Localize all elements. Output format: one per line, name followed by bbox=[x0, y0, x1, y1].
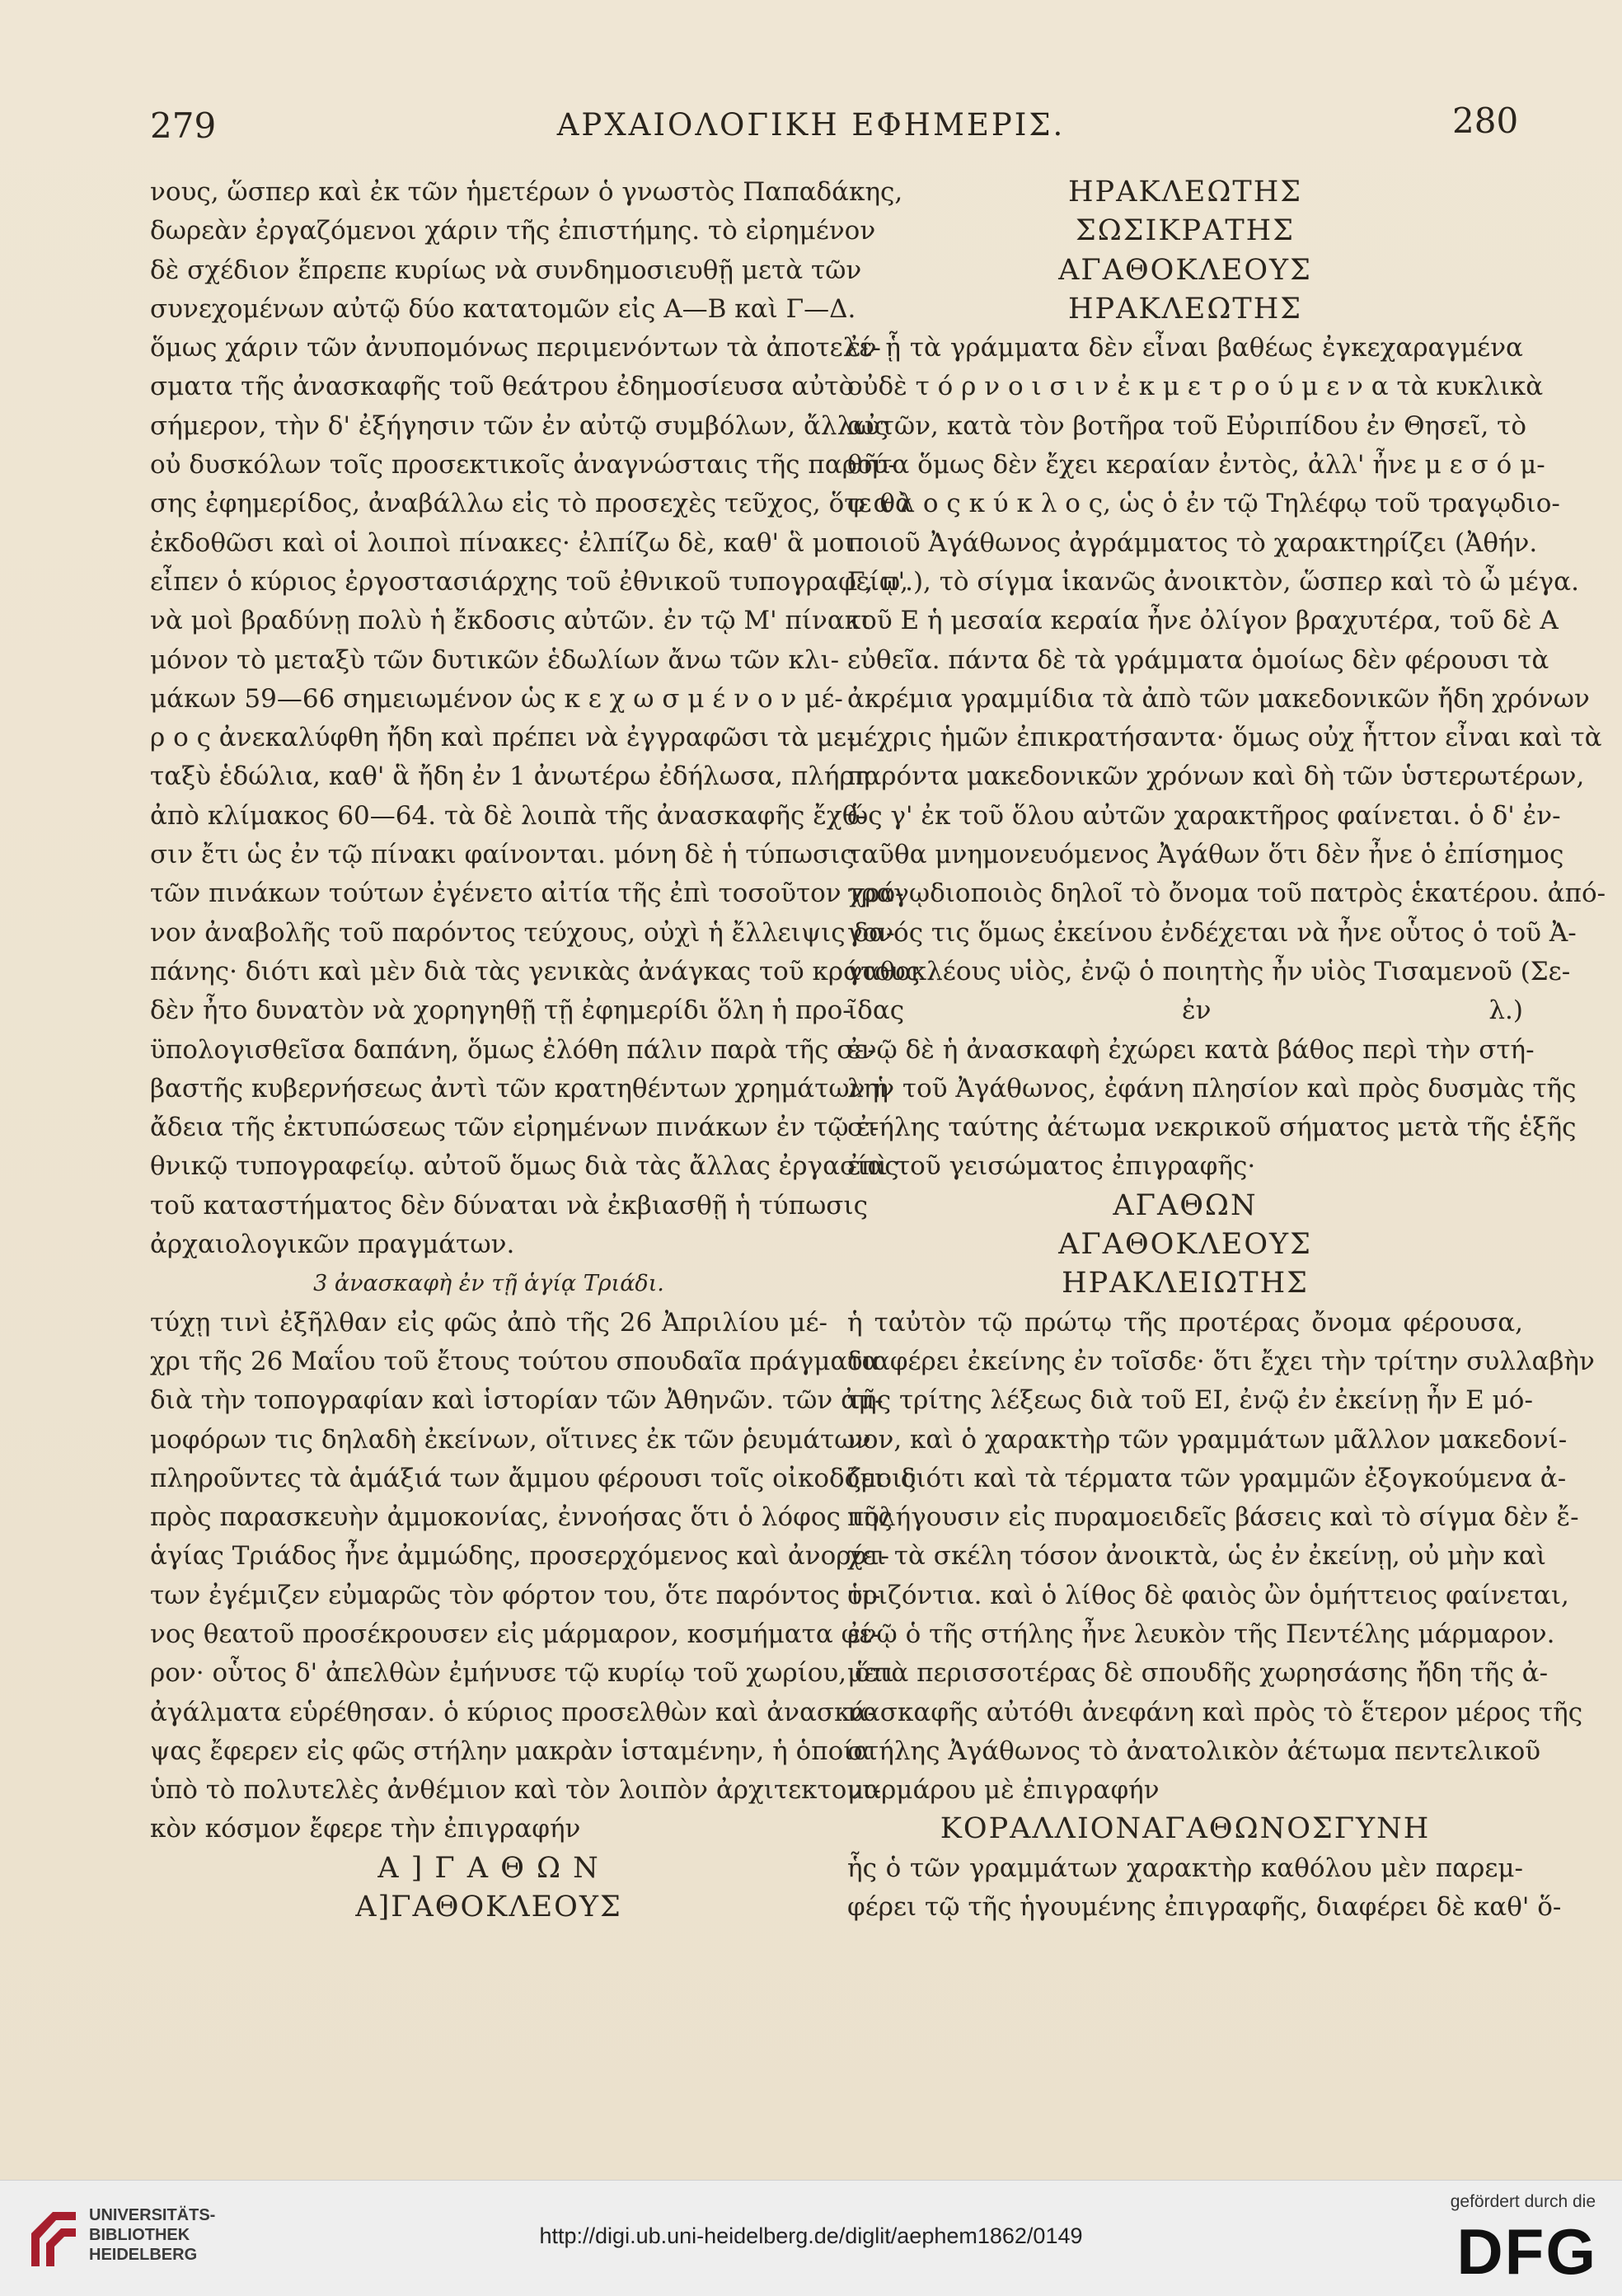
inscription-line: ΑΓΑΘΩΝ bbox=[1113, 1188, 1258, 1222]
text-line: οὐδὲ τ ό ρ ν ο ι σ ι ν ἐ κ μ ε τ ρ ο ύ μ ε ν α τὰ κυκλικὰ bbox=[847, 372, 1544, 402]
text-line: ἁγίας Τριάδος ἦνε ἀμμώδης, προσερχόμενος καὶ ἀνορύτ- bbox=[150, 1541, 889, 1572]
text-line: νος θεατοῦ προσέκρουσεν εἰς μάρμαρον, κοσμήματα φέ- bbox=[150, 1619, 881, 1649]
inscription-herakleotes bbox=[847, 173, 1523, 329]
inscription-line: Α]ΓΑΘΟΚΛΕΟΥΣ bbox=[355, 1891, 622, 1924]
inscription-line: Α ] Γ Α Θ Ω Ν bbox=[377, 1851, 600, 1885]
text-line: αὐτῶν, κατὰ τὸν βοτῆρα τοῦ Εὐριπίδου ἐν Θησεῖ, τὸ bbox=[847, 410, 1526, 441]
text-line: στήλης Ἀγάθωνος τὸ ἀνατολικὸν ἀέτωμα πεντελικοῦ bbox=[847, 1736, 1541, 1766]
text-line: στήλης ταύτης ἀέτωμα νεκρικοῦ σήματος μετὰ τῆς ἑξῆς bbox=[847, 1113, 1577, 1143]
text-line: χει τὰ σκέλη τόσον ἀνοικτὰ, ὡς ἐν ἐκείνῃ, οὐ μὴν καὶ bbox=[847, 1541, 1546, 1572]
text-line: ἀπὸ κλίμακος 60—64. τὰ δὲ λοιπὰ τῆς ἀνασκαφῆς ἔχθ- bbox=[150, 800, 866, 831]
inscription-agathon-2 bbox=[847, 1187, 1523, 1304]
text-line: παρόντα μακεδονικῶν χρόνων καὶ δὴ τῶν ὑστερωτέρων, bbox=[847, 761, 1585, 792]
journal-title: ΑΡΧΑΙΟΛΟΓΙΚΗ ΕΦΗΜΕΡΙΣ. bbox=[556, 107, 1066, 143]
text-line: ζει· διότι καὶ τὰ τέρματα τῶν γραμμῶν ἐξογκούμενα ἀ- bbox=[847, 1463, 1567, 1493]
text-line: νὰ μοὶ βραδύνῃ πολὺ ἡ ἔκδοσις αὐτῶν. ἐν τῷ Μ' πίνακι bbox=[150, 606, 871, 636]
text-line: ὁριζόντια. καὶ ὁ λίθος δὲ φαιὸς ὢν ὁμήττειος φαίνεται, bbox=[847, 1580, 1569, 1610]
text-line: πληροῦντες τὰ ἁμάξιά των ἄμμου φέρουσι τοῖς οἰκοδόμοις bbox=[150, 1463, 916, 1493]
section-heading: 3 ἀνασκαφὴ ἐν τῇ ἁγίᾳ Τριάδι. bbox=[313, 1271, 664, 1297]
inscription-line: ΣΩΣΙΚΡΑΤΗΣ bbox=[1076, 214, 1295, 248]
text-line: ϋπολογισθεῖσα δαπάνη, ὅμως ἐλόθη πάλιν παρὰ τῆς σε- bbox=[150, 1034, 877, 1065]
right-text-block-1 bbox=[847, 329, 1606, 1187]
text-line: θνικῷ τυπογραφείῳ. αὐτοῦ ὅμως διὰ τὰς ἄλλας ἐργασίας bbox=[150, 1151, 899, 1182]
text-line: ἄδεια τῆς ἐκτυπώσεως τῶν εἰρημένων πινάκων ἐν τῷ ἐ- bbox=[150, 1113, 879, 1143]
text-line: γονός τις ὅμως ἐκείνου ἐνδέχεται νὰ ἦνε οὗτος ὁ τοῦ Ἀ- bbox=[847, 917, 1577, 948]
text-line: ἡ ταὐτὸν τῷ πρώτῳ τῆς προτέρας ὄνομα φέρουσα, bbox=[847, 1307, 1523, 1338]
inscription-agathon-1 bbox=[150, 1849, 827, 1928]
text-line: σιν ἔτι ὡς ἐν τῷ πίνακι φαίνονται. μόνη δὲ ἡ τύπωσις bbox=[150, 840, 855, 870]
text-line: τῶν πινάκων τούτων ἐγένετο αἰτία τῆς ἐπὶ τοσοῦτον χρό- bbox=[150, 879, 904, 909]
inscription-korallion: ΚΟΡΑΛΛΙΟΝΑΓΑΘΩΝΟΣΓΥΝΗ bbox=[940, 1812, 1431, 1846]
page-number-left: 279 bbox=[150, 105, 217, 146]
text-line: μόνον τὸ μεταξὺ τῶν δυτικῶν ἑδωλίων ἄνω τῶν κλι- bbox=[150, 644, 840, 675]
funding-label: gefördert durch die bbox=[1450, 2192, 1596, 2211]
text-line: θῆτα ὅμως δὲν ἔχει κεραίαν ἐντὸς, ἀλλ' ἦνε μ ε σ ό μ- bbox=[847, 450, 1545, 480]
text-line: νασκαφῆς αὐτόθι ἀνεφάνη καὶ πρὸς τὸ ἕτερον μέρος τῆς bbox=[847, 1697, 1583, 1727]
text-line: ὥς γ' ἐκ τοῦ ὅλου αὐτῶν χαρακτῆρος φαίνεται. ὁ δ' ἐν- bbox=[847, 800, 1561, 831]
left-text-block-1 bbox=[150, 173, 921, 1264]
text-line: φ α λ ο ς κ ύ κ λ ο ς, ὡς ὁ ἐν τῷ Τηλέφῳ τοῦ τραγῳδιο- bbox=[847, 489, 1560, 519]
inscription-line: ΑΓΑΘΟΚΛΕΟΥΣ bbox=[1058, 1228, 1312, 1262]
text-line: πρὸς παρασκευὴν ἀμμοκονίας, ἐννοήσας ὅτι ὁ λόφος τῆς bbox=[150, 1502, 893, 1533]
text-line: εἶπεν ὁ κύριος ἐργοστασιάρχης τοῦ ἐθνικοῦ τυπογραφείῳ, bbox=[150, 566, 909, 597]
text-line: οὐ δυσκόλων τοῖς προσεκτικοῖς ἀναγνώσταις τῆς παρού- bbox=[150, 450, 897, 480]
right-column bbox=[847, 173, 1606, 1927]
text-line: ἐνῷ ὁ τῆς στήλης ἦνε λευκὸν τῆς Πεντέλης μάρμαρον. bbox=[847, 1619, 1555, 1649]
text-line: ἐνῷ δὲ ἡ ἀνασκαφὴ ἐχώρει κατὰ βάθος περὶ τὴν στή- bbox=[847, 1034, 1535, 1065]
inscription-line: ΗΡΑΚΛΕΩΤΗΣ bbox=[1068, 292, 1302, 326]
text-line: τοῦ καταστήματος δὲν δύναται νὰ ἐκβιασθῇ ἡ τύπωσις bbox=[150, 1190, 868, 1221]
text-line: Γ, π'.), τὸ σίγμα ἱκανῶς ἀνοικτὸν, ὥσπερ καὶ τὸ ὦ μέγα. bbox=[847, 566, 1579, 597]
text-line: νον, καὶ ὁ χαρακτὴρ τῶν γραμμάτων μᾶλλον μακεδονί- bbox=[847, 1424, 1568, 1455]
text-line: κὸν κόσμον ἔφερε τὴν ἐπιγραφήν bbox=[150, 1814, 581, 1844]
text-line: σης ἐφημερίδος, ἀναβάλλω εἰς τὸ προσεχὲς τεῦχος, ὅτε θὰ bbox=[150, 489, 912, 519]
text-line: δὲ σχέδιον ἔπρεπε κυρίως νὰ συνδημοσιευθῇ μετὰ τῶν bbox=[150, 255, 862, 285]
dfg-logo: DFG bbox=[1456, 2215, 1597, 2288]
text-line: τραγῳδιοποιὸς δηλοῖ τὸ ὄνομα τοῦ πατρὸς ἑκατέρου. ἀπό- bbox=[847, 879, 1606, 909]
text-line: μετὰ περισσοτέρας δὲ σπουδῆς χωρησάσης ἤδη τῆς ἀ- bbox=[847, 1658, 1549, 1689]
text-line: τοῦ Ε ἡ μεσαία κεραία ἦνε ὀλίγον βραχυτέρα, τοῦ δὲ Α bbox=[847, 606, 1559, 636]
text-line: συνεχομένων αὐτῷ δύο κατατομῶν εἰς Α—Β καὶ Γ—Δ. bbox=[150, 293, 856, 324]
text-line: πάνης· διότι καὶ μὲν διὰ τὰς γενικὰς ἀνάγκας τοῦ κράτους bbox=[150, 956, 921, 986]
inscription-line: ΗΡΑΚΛΕΩΤΗΣ bbox=[1068, 176, 1302, 209]
text-line: εὐθεῖα. πάντα δὲ τὰ γράμματα ὁμοίως δὲν φέρουσι τὰ bbox=[847, 644, 1549, 675]
text-line: μάκων 59—66 σημειωμένον ὡς κ ε χ ω σ μ έ ν ο ν μέ- bbox=[150, 683, 843, 714]
text-line: γαθοκλέους υἱὸς, ἐνῷ ὁ ποιητὴς ἦν υἱὸς Τισαμενοῦ (Σε- bbox=[847, 956, 1571, 986]
page-number-right: 280 bbox=[1452, 101, 1519, 141]
source-url-link[interactable]: http://digi.ub.uni-heidelberg.de/diglit/aephem1862/0149 bbox=[539, 2223, 1083, 2248]
library-name: UNIVERSITÄTS- BIBLIOTHEK HEIDELBERG bbox=[89, 2206, 216, 2264]
text-line: ἀγάλματα εὑρέθησαν. ὁ κύριος προσελθὼν καὶ ἀνασκά- bbox=[150, 1697, 876, 1727]
text-line: μαρμάρου μὲ ἐπιγραφήν bbox=[847, 1775, 1160, 1806]
text-line: ἧς ὁ τῶν γραμμάτων χαρακτὴρ καθόλου μὲν παρεμ- bbox=[847, 1853, 1523, 1883]
text-line: ρ ο ς ἀνεκαλύφθη ἤδη καὶ πρέπει νὰ ἐγγραφῶσι τὰ με- bbox=[150, 723, 856, 753]
text-line: ρον· οὗτος δ' ἀπελθὼν ἐμήνυσε τῷ κυρίῳ τοῦ χωρίου, ὅτι bbox=[150, 1658, 894, 1689]
text-line: ποιοῦ Ἀγάθωνος ἀγράμματος τὸ χαρακτηρίζει (Ἀθήν. bbox=[847, 527, 1538, 558]
text-line: ὑπὸ τὸ πολυτελὲς ἀνθέμιον καὶ τὸν λοιπὸν ἀρχιτεκτονι- bbox=[150, 1775, 881, 1806]
text-line: μέχρις ἡμῶν ἐπικρατήσαντα· ὅμως οὐχ ἧττον εἶναι καὶ τὰ bbox=[847, 723, 1602, 753]
text-line: πολήγουσιν εἰς πυραμοειδεῖς βάσεις καὶ τὸ σίγμα δὲν ἔ- bbox=[847, 1502, 1579, 1533]
text-line: ψας ἔφερεν εἰς φῶς στήλην μακρὰν ἱσταμένην, ἡ ὁποία bbox=[150, 1736, 871, 1766]
text-line: νον ἀναβολῆς τοῦ παρόντος τεύχους, οὐχὶ ἡ ἔλλειψις δα- bbox=[150, 917, 895, 948]
text-line: λην τοῦ Ἀγάθωνος, ἐφάνη πλησίον καὶ πρὸς δυσμὰς τῆς bbox=[847, 1073, 1577, 1103]
text-line: διαφέρει ἐκείνης ἐν τοῖσδε· ὅτι ἔχει τὴν τρίτην συλλαβὴν bbox=[847, 1346, 1595, 1376]
text-line: ἀρχαιολογικῶν πραγμάτων. bbox=[150, 1230, 515, 1260]
text-line: ἀκρέμια γραμμίδια τὰ ἀπὸ τῶν μακεδονικῶν ἤδη χρόνων bbox=[847, 683, 1590, 714]
inscription-line: ΗΡΑΚΛΕΙΩΤΗΣ bbox=[1062, 1267, 1309, 1300]
text-line: ταῦθα μνημονευόμενος Ἀγάθων ὅτι δὲν ἦνε ὁ ἐπίσημος bbox=[847, 840, 1564, 870]
footer-bar bbox=[0, 2180, 1622, 2296]
text-line: δὲν ἦτο δυνατὸν νὰ χορηγηθῇ τῇ ἐφημερίδι ὅλη ἡ προ- bbox=[150, 996, 851, 1026]
right-text-block-3 bbox=[847, 1849, 1562, 1928]
text-line: χρι τῆς 26 Μαΐου τοῦ ἔτους τούτου σπουδαῖα πράγματα bbox=[150, 1346, 879, 1376]
text-line: μοφόρων τις δηλαδὴ ἐκείνων, οἵτινες ἐκ τῶν ῥευμάτων bbox=[150, 1424, 871, 1455]
left-text-block-2 bbox=[150, 1304, 916, 1849]
text-line: νους, ὥσπερ καὶ ἐκ τῶν ἡμετέρων ὁ γνωστὸς Παπαδάκης, bbox=[150, 177, 903, 207]
text-line: ὅμως χάριν τῶν ἀνυπομόνως περιμενόντων τὰ ἀποτελέ- bbox=[150, 333, 881, 363]
text-line: σματα τῆς ἀνασκαφῆς τοῦ θεάτρου ἐδημοσίευσα αὐτὸ bbox=[150, 372, 855, 402]
text-line: ῖδας ἐν λ.) bbox=[847, 996, 1523, 1026]
text-line: φέρει τῷ τῆς ἡγουμένης ἐπιγραφῆς, διαφέρει δὲ καθ' ὅ- bbox=[847, 1892, 1562, 1923]
text-line: δωρεὰν ἐργαζόμενοι χάριν τῆς ἐπιστήμης. τὸ εἰρημένον bbox=[150, 216, 876, 246]
text-line: των ἐγέμιζεν εὐμαρῶς τὸν φόρτον του, ὅτε παρόντος τι- bbox=[150, 1580, 881, 1610]
text-line: τῆς τρίτης λέξεως διὰ τοῦ ΕΙ, ἐνῷ ἐν ἐκείνῃ ἦν Ε μό- bbox=[847, 1385, 1533, 1416]
text-line: σήμερον, τὴν δ' ἐξήγησιν τῶν ἐν αὐτῷ συμβόλων, ἄλλως bbox=[150, 410, 888, 441]
text-line: ταξὺ ἑδώλια, καθ' ἃ ἤδη ἐν 1 ἀνωτέρω ἐδήλωσα, πλήρη bbox=[150, 761, 870, 792]
text-line: ἐπὶ τοῦ γεισώματος ἐπιγραφῆς· bbox=[847, 1151, 1256, 1182]
text-line: βαστῆς κυβερνήσεως ἀντὶ τῶν κρατηθέντων χρημάτων ἡ bbox=[150, 1073, 888, 1103]
text-line: ἐκδοθῶσι καὶ οἱ λοιποὶ πίνακες· ἐλπίζω δὲ, καθ' ἃ μοι bbox=[150, 527, 855, 558]
text-line: διὰ τὴν τοπογραφίαν καὶ ἱστορίαν τῶν Ἀθηνῶν. τῶν ἀμ- bbox=[150, 1385, 884, 1416]
running-head bbox=[0, 101, 1622, 155]
right-text-block-2 bbox=[847, 1304, 1595, 1811]
left-column bbox=[150, 173, 921, 1927]
inscription-line: ΑΓΑΘΟΚΛΕΟΥΣ bbox=[1058, 253, 1312, 287]
text-line: τύχῃ τινὶ ἐξῆλθαν εἰς φῶς ἀπὸ τῆς 26 Ἀπριλίου μέ- bbox=[150, 1307, 827, 1338]
text-line: ἐν ᾗ τὰ γράμματα δὲν εἶναι βαθέως ἐγκεχαραγμένα bbox=[847, 333, 1523, 363]
